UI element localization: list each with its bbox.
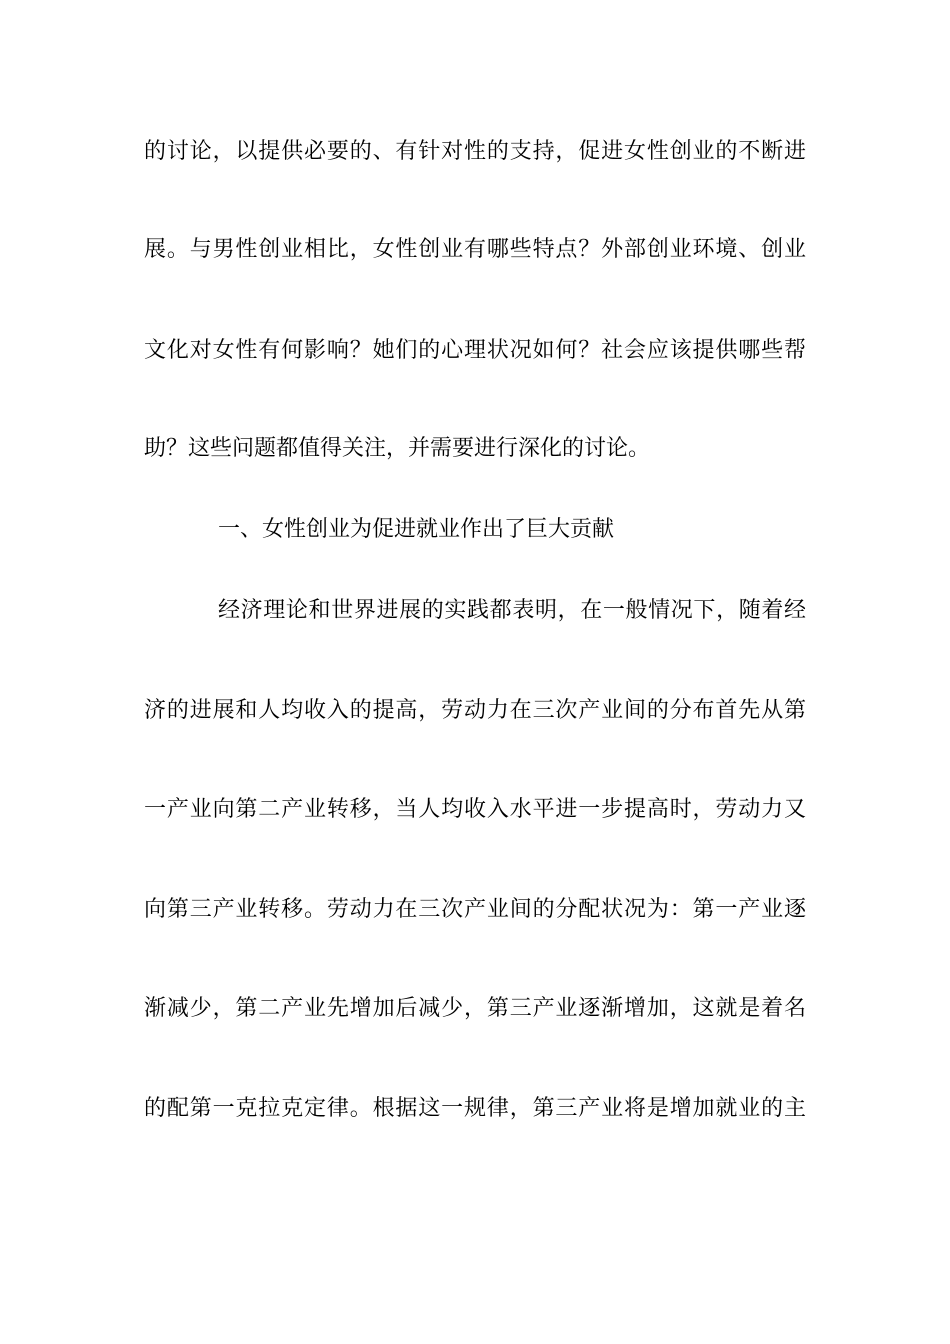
paragraph-line-2: 展。与男性创业相比，女性创业有哪些特点？外部创业环境、创业 [144,237,806,262]
paragraph-line-1: 的讨论，以提供必要的、有针对性的支持，促进女性创业的不断进 [144,139,806,164]
paragraph2-line-5: 渐减少，第二产业先增加后减少，第三产业逐渐增加，这就是着名 [144,996,806,1021]
paragraph2-line-3: 一产业向第二产业转移，当人均收入水平进一步提高时，劳动力又 [144,797,806,822]
paragraph-line-4: 助？这些问题都值得关注，并需要进行深化的讨论。 [144,436,651,461]
paragraph-line-3: 文化对女性有何影响？她们的心理状况如何？社会应该提供哪些帮 [144,338,806,363]
paragraph2-line-1: 经济理论和世界进展的实践都表明，在一般情况下，随着经 [218,598,806,623]
paragraph2-line-4: 向第三产业转移。劳动力在三次产业间的分配状况为：第一产业逐 [144,897,806,922]
paragraph2-line-2: 济的进展和人均收入的提高，劳动力在三次产业间的分布首先从第 [144,698,806,723]
section-heading: 一、女性创业为促进就业作出了巨大贡献 [218,517,615,542]
paragraph2-line-6: 的配第一克拉克定律。根据这一规律，第三产业将是增加就业的主 [144,1096,806,1121]
